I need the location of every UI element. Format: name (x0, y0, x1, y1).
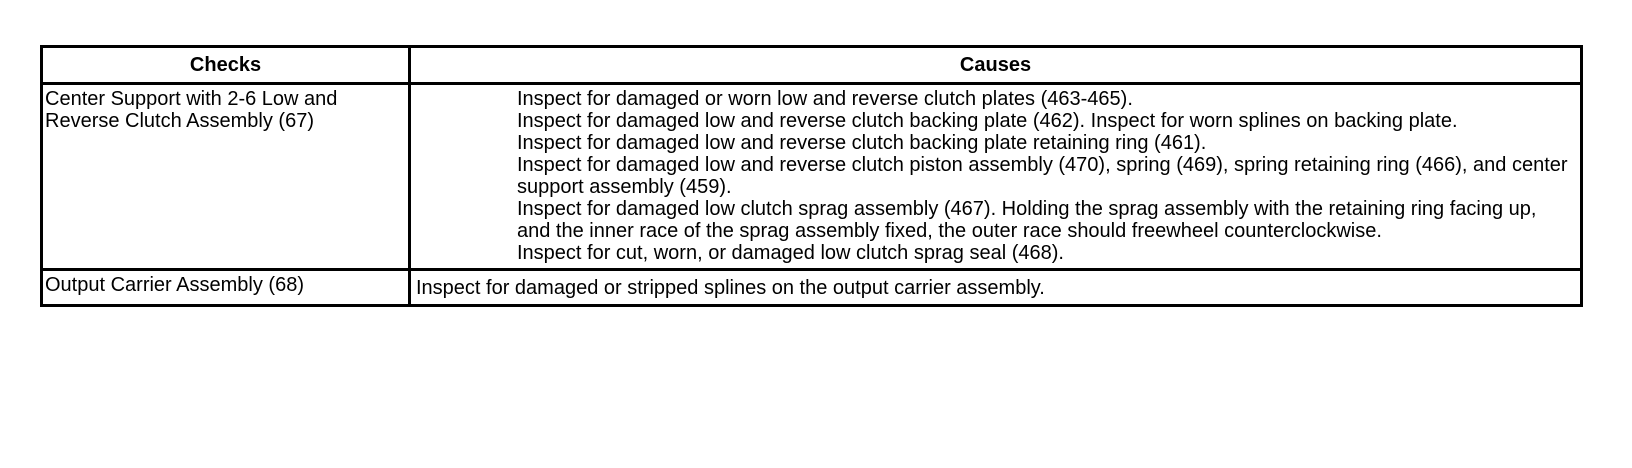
cause-item: Inspect for damaged low and reverse clutch backing plate (462). Inspect for worn splines on backing plate. (517, 110, 1458, 132)
cause-list (413, 85, 1580, 268)
cause-item: Inspect for damaged low and reverse clutch backing plate retaining ring (461). (517, 132, 1207, 154)
causes-header: Causes (410, 47, 1582, 84)
causes-cell (410, 84, 1582, 270)
cause-item: Inspect for damaged low and reverse clutch piston assembly (470), spring (469), spring retaining ring (466), and center support assembly (459). (517, 154, 1568, 198)
cause-item: Inspect for damaged or worn low and reverse clutch plates (463-465). (517, 88, 1133, 110)
cause-item: Inspect for cut, worn, or damaged low clutch sprag seal (468). (517, 242, 1064, 264)
check-cell: Output Carrier Assembly (68) (42, 270, 410, 306)
table-row (42, 84, 1582, 270)
cause-item: Inspect for damaged or stripped splines on the output carrier assembly. (410, 270, 1582, 306)
table-row (42, 270, 1582, 306)
checks-header: Checks (42, 47, 410, 84)
diagnosis-table (40, 45, 1583, 307)
cause-item: Inspect for damaged low clutch sprag assembly (467). Holding the sprag assembly with the retaining ring facing up, and the inner race of the sprag assembly fixed, the outer race should freewheel counterclockwise. (517, 198, 1537, 242)
check-cell: Center Support with 2-6 Low and Reverse Clutch Assembly (67) (42, 84, 410, 270)
header-row (42, 47, 1582, 84)
